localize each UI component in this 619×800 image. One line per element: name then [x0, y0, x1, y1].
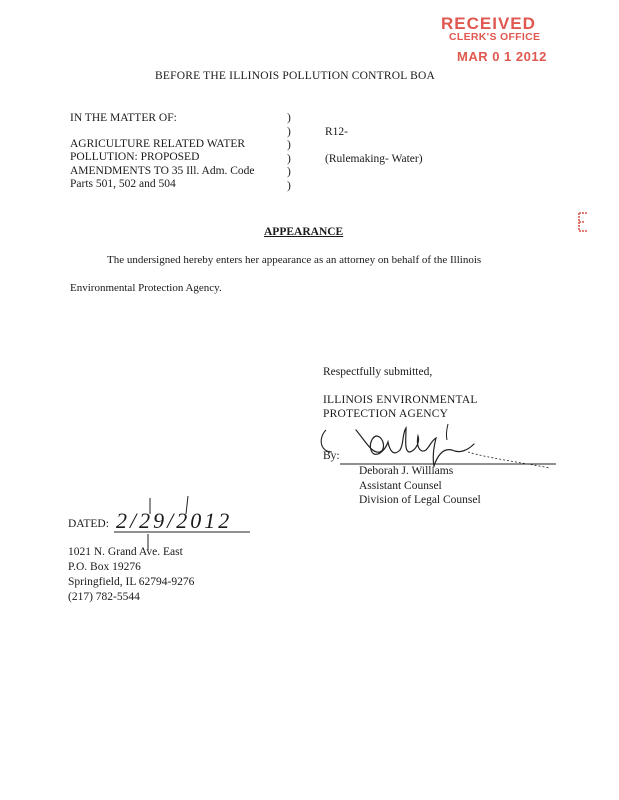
margin-stamp-mark [576, 210, 590, 234]
by-label: By: [323, 450, 340, 462]
address-street: 1021 N. Grand Ave. East [68, 546, 183, 558]
agency-name-line: PROTECTION AGENCY [323, 408, 449, 420]
matter-label: IN THE MATTER OF: [70, 112, 177, 124]
dated-label: DATED: [68, 518, 109, 530]
signer-title: Assistant Counsel [359, 480, 442, 492]
caption-right-column [325, 112, 423, 166]
section-heading: APPEARANCE [264, 226, 344, 238]
address-po-box: P.O. Box 19276 [68, 561, 141, 573]
caption-divider: ) ) ) ) ) ) [287, 112, 291, 192]
agency-name-line: ILLINOIS ENVIRONMENTAL [323, 394, 478, 406]
document-header: BEFORE THE ILLINOIS POLLUTION CONTROL BOA [155, 70, 436, 82]
received-stamp-line: RECEIVED [441, 14, 536, 33]
rulemaking-category: (Rulemaking- Water) [325, 152, 423, 165]
caption-line: Parts 501, 502 and 504 [70, 178, 176, 190]
handwritten-date-text: 2/29/2012 [116, 508, 233, 533]
address-phone: (217) 782-5544 [68, 591, 140, 603]
handwritten-date [110, 494, 260, 554]
stamp-date: MAR 0 1 2012 [457, 49, 547, 64]
address-city: Springfield, IL 62794-9276 [68, 576, 195, 588]
signer-name: Deborah J. Williams [359, 465, 454, 477]
docket-number: R12- [325, 125, 348, 138]
clerks-office-stamp-line: CLERK'S OFFICE [449, 31, 541, 43]
caption-line: AGRICULTURE RELATED WATER [70, 137, 246, 150]
caption-line: POLLUTION: PROPOSED [70, 151, 200, 163]
closing-text: Respectfully submitted, [323, 366, 433, 378]
body-text-line: Environmental Protection Agency. [70, 282, 222, 294]
caption-left-column [70, 112, 255, 192]
signer-division: Division of Legal Counsel [359, 494, 481, 506]
body-text-line: The undersigned hereby enters her appearance as an attorney on behalf of the Illinois [107, 254, 482, 266]
caption-line: AMENDMENTS TO 35 Ill. Adm. Code [70, 164, 255, 177]
